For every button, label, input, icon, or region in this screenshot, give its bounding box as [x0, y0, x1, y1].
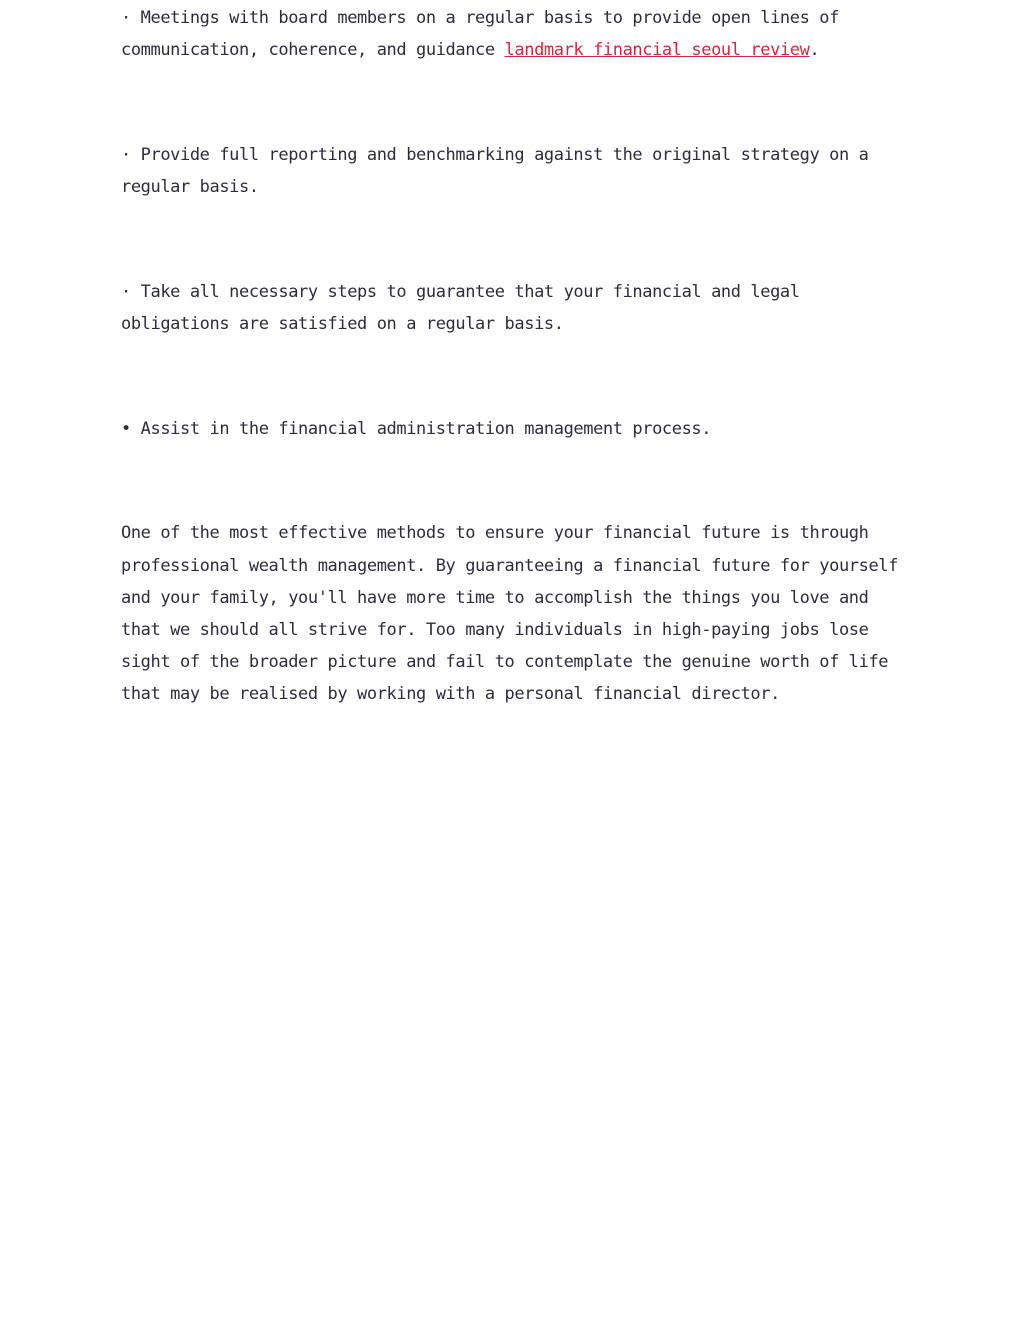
closing-paragraph: One of the most effective methods to ensure your financial future is through professional wealth management. By guaranteeing a financial future for yourself and your family, you'll have more time to accomplish the things you love and that we should all strive for. Too many individuals in high-paying jobs lose sight of the broader picture and fail to contemplate the genuine worth of life that may be realised by working with a personal financial director. — [121, 523, 898, 705]
landmark-financial-link[interactable]: landmark financial seoul review — [504, 40, 810, 61]
article-body — [121, 2, 901, 711]
bullet-text: · Provide full reporting and benchmarking against the original strategy on a regular basis. — [121, 144, 869, 198]
bullet-text-end: . — [809, 40, 820, 61]
bullet-text: • Assist in the financial administration management process. — [121, 418, 712, 439]
bullet-obligations — [121, 276, 901, 340]
bullet-text: · Meetings with board members on a regular basis to provide open lines of communication, coherence, and guidance — [121, 8, 839, 61]
bullet-board-meetings — [121, 2, 901, 66]
bullet-administration — [121, 413, 901, 445]
bullet-reporting — [121, 139, 901, 203]
bullet-text: · Take all necessary steps to guarantee that your financial and legal obligations are satisfied on a regular basis. — [121, 281, 800, 335]
